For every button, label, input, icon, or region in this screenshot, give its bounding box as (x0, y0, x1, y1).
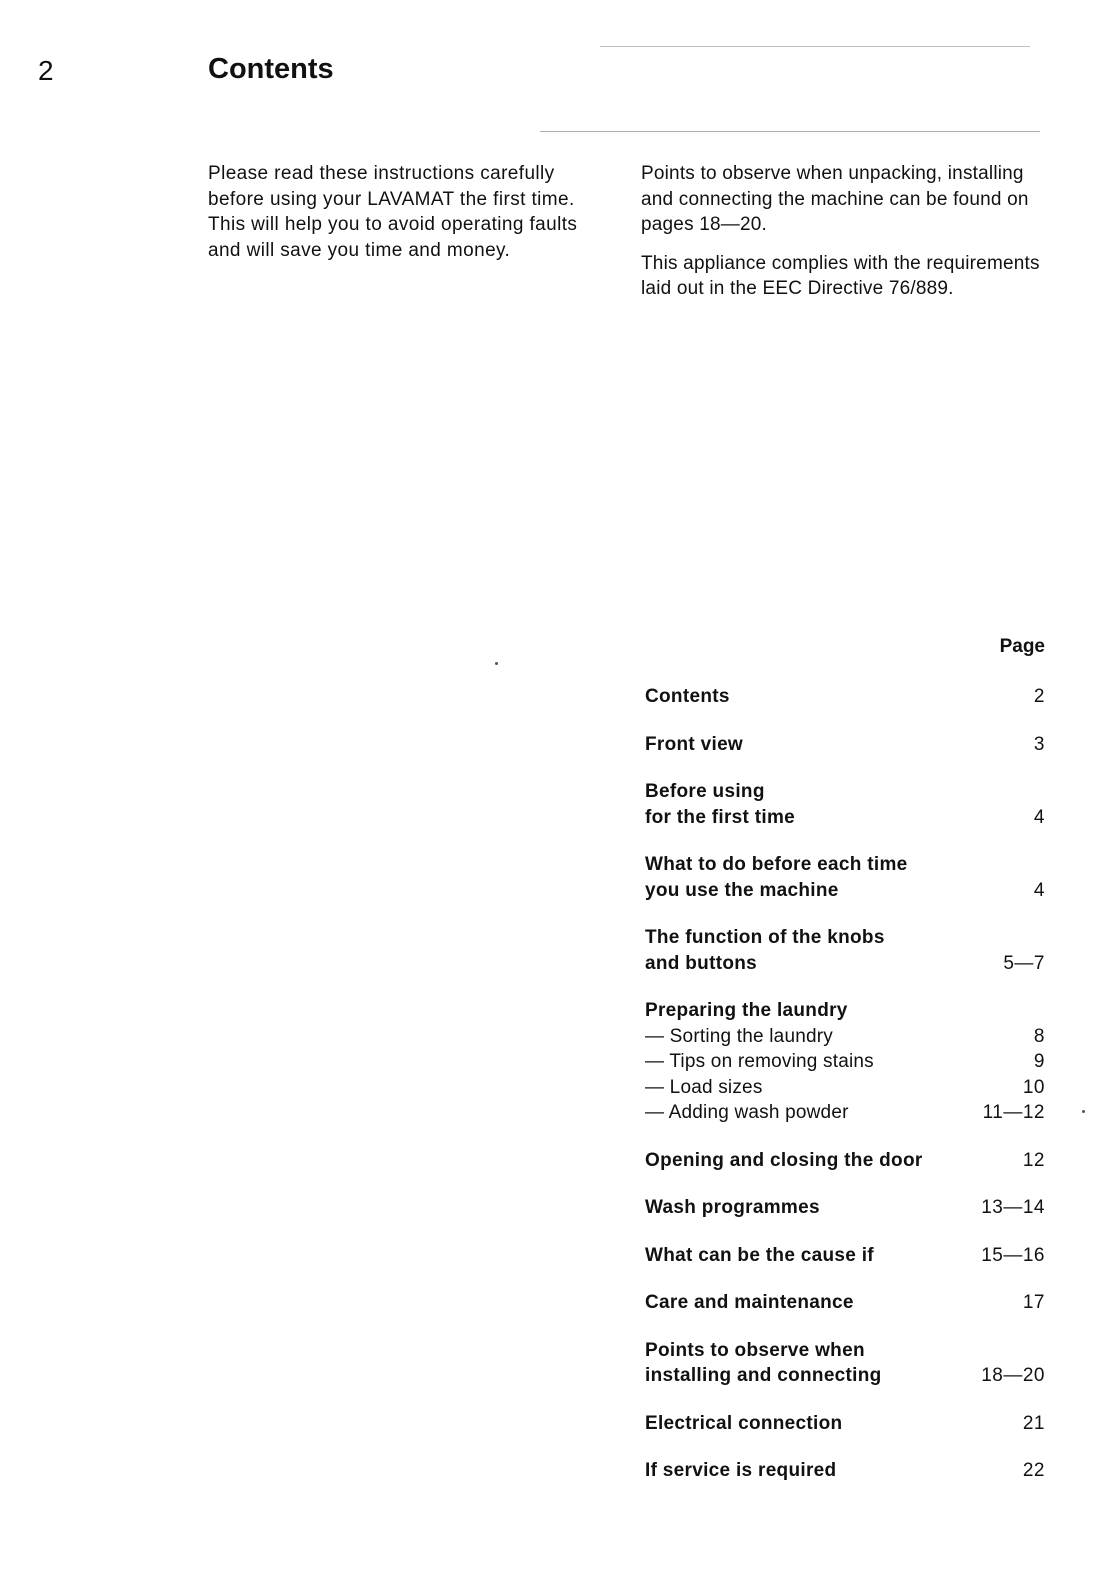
toc-entry-page: 22 (1022, 1460, 1045, 1481)
toc-entry (645, 1411, 1045, 1437)
toc-entry-title (645, 1243, 955, 1269)
toc-sub-item-label: — Tips on removing stains (645, 1051, 874, 1072)
scan-speck (495, 662, 498, 665)
toc-entry-title-line: for the first time (645, 806, 796, 828)
toc-sub-item-label: — Adding wash powder (645, 1102, 849, 1123)
toc-entry (645, 852, 1045, 903)
page-title: Contents (208, 53, 334, 85)
toc-entry-title-line: What can be the cause if (645, 1244, 874, 1266)
toc-sub-item-label: — Sorting the laundry (645, 1025, 833, 1047)
toc-entry-title (645, 1290, 955, 1316)
toc-sub-item-page: 11—12 (982, 1102, 1045, 1123)
toc-entry (645, 1338, 1045, 1389)
toc-sub-item-label: — Load sizes (645, 1076, 763, 1098)
intro-notes (641, 161, 1061, 302)
toc-entry-title (645, 684, 955, 710)
table-of-contents (645, 634, 1045, 1506)
toc-entry (645, 779, 1045, 830)
toc-entry-title-line: and buttons (645, 952, 758, 974)
intro-paragraph: Please read these instructions carefully before using your LAVAMAT the first time. This will help you to avoid operating faults and will save you time and money. (208, 163, 578, 261)
toc-entry-page: 18—20 (981, 1365, 1045, 1386)
toc-sub-item (645, 1049, 1045, 1075)
toc-entry-title-line: Electrical connection (645, 1412, 843, 1434)
toc-entry (645, 925, 1045, 976)
page-number: 2 (38, 55, 54, 86)
toc-entry-page: 2 (1033, 686, 1045, 707)
toc-entry-title-line: installing and connecting (645, 1365, 882, 1386)
toc-entry-title-line: Before using (645, 781, 765, 802)
toc-entry-page: 12 (1022, 1149, 1045, 1171)
toc-entry-page: 4 (1033, 806, 1045, 828)
toc-entry-title-line: Points to observe when (645, 1339, 865, 1361)
toc-entry-title-line: Contents (645, 686, 730, 707)
toc-entry-page: 4 (1033, 879, 1045, 901)
toc-entry-title-line: If service is required (645, 1460, 837, 1481)
toc-entry-page: 3 (1033, 733, 1045, 755)
toc-entry-title (645, 1148, 955, 1174)
toc-entry-title-line: you use the machine (645, 879, 839, 901)
toc-entry-title (645, 1411, 955, 1437)
toc-sub-item (645, 1024, 1045, 1050)
toc-sub-item (645, 1075, 1045, 1101)
toc-sub-item-page: 8 (1033, 1025, 1045, 1047)
top-rule (600, 46, 1030, 47)
toc-entry-title-line: Opening and closing the door (645, 1149, 923, 1171)
toc-entry (645, 1243, 1045, 1269)
compliance-note: This appliance complies with the requirements laid out in the EEC Directive 76/889. (641, 252, 1040, 299)
toc-entry (645, 1195, 1045, 1221)
toc-entry-title (645, 1195, 955, 1221)
toc-entry (645, 684, 1045, 710)
toc-entry-title (645, 1338, 955, 1389)
toc-entry-title-line: Wash programmes (645, 1197, 820, 1218)
toc-entry-page: 17 (1022, 1292, 1045, 1313)
toc-entry-title (645, 732, 955, 758)
toc-entry-page: 13—14 (981, 1197, 1045, 1218)
toc-entry-page: 15—16 (981, 1244, 1045, 1266)
toc-entry-title-line: Preparing the laundry (645, 1000, 848, 1021)
toc-sub-item-page: 10 (1022, 1076, 1045, 1098)
toc-entry (645, 1148, 1045, 1174)
unpacking-note: Points to observe when unpacking, installing and connecting the machine can be found on pages 18—20. (641, 163, 1029, 235)
toc-entry (645, 1290, 1045, 1316)
toc-entry-page: 5—7 (1003, 952, 1045, 974)
toc-entry (645, 732, 1045, 758)
toc-entry-title (645, 1458, 955, 1484)
header-rule (540, 131, 1040, 132)
toc-sub-list (645, 1024, 1045, 1126)
toc-entry-title-line: Front view (645, 733, 744, 755)
toc-sub-item (645, 1100, 1045, 1126)
toc-entries (645, 684, 1045, 1484)
toc-entry (645, 998, 1045, 1126)
toc-entry-title (645, 925, 955, 976)
toc-entry-page: 21 (1022, 1412, 1045, 1434)
toc-entry-title-line: Care and maintenance (645, 1292, 854, 1313)
toc-page-column-header: Page (999, 636, 1045, 657)
toc-entry-title (645, 998, 955, 1024)
toc-entry-title-line: The function of the knobs (645, 927, 885, 948)
scan-speck (1082, 1110, 1085, 1113)
toc-sub-item-page: 9 (1033, 1051, 1045, 1072)
toc-entry-title (645, 779, 955, 830)
toc-entry (645, 1458, 1045, 1484)
toc-entry-title-line: What to do before each time (645, 854, 908, 875)
toc-entry-title (645, 852, 955, 903)
